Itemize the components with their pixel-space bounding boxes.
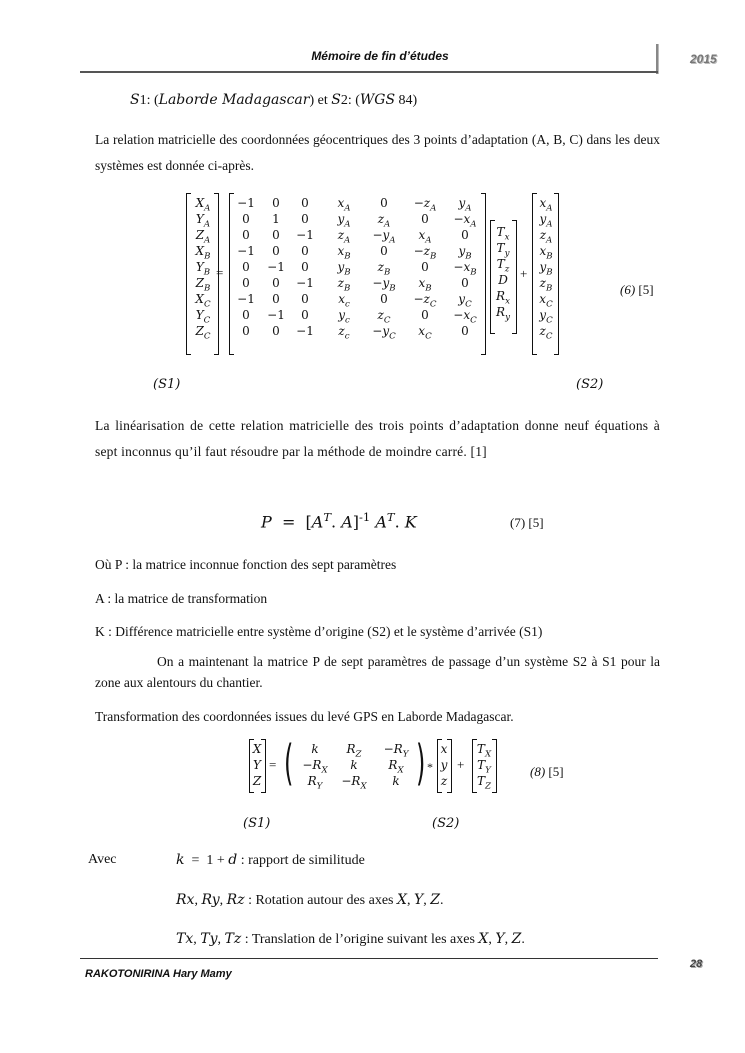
params-vector (492, 224, 514, 323)
lhs-entry-3: $X_B$ (195, 244, 211, 262)
eq8-t-right-bracket (492, 739, 497, 793)
matrix-cell-8-2: −1 (296, 324, 314, 338)
eq8-col1: k $-R_X$ $R_Y$ (302, 742, 328, 792)
matrix-column-0 (233, 195, 259, 339)
paragraph-linearisation: La linéarisation de cette relation matricielle des trois points d’adaptation donne neuf équations à sept inconnus qu’il faut résoudre par la méthode de moindre carré. [1] (95, 418, 660, 459)
matrix-cell-0-5: $-z_A$ (413, 196, 437, 214)
matrix-cell-2-2: −1 (296, 228, 314, 242)
matrix-cell-2-3: $z_A$ (337, 228, 351, 246)
matrix-cell-4-4: $z_B$ (377, 260, 391, 278)
rhs-entry-7: $y_C$ (539, 308, 553, 326)
matrix-cell-2-5: $x_A$ (418, 228, 432, 246)
matrix-cell-1-0: 0 (242, 212, 250, 226)
rhs-entry-8: $z_C$ (539, 324, 553, 342)
avec-line-translation: Tx, Ty, Tz : Translation de l’origine suivant les axes X, Y, Z. (176, 931, 525, 947)
definition-k: K : Différence matricielle entre système d’origine (S2) et le système d’arrivée (S1) (95, 624, 543, 639)
matrix-cell-2-4: $-y_A$ (372, 228, 396, 246)
matrix-cell-2-6: 0 (461, 228, 469, 242)
eq8-right-paren: ) (416, 735, 426, 791)
matrix-cell-8-4: $-y_C$ (372, 324, 396, 342)
rhs-entry-5: $z_B$ (539, 276, 553, 294)
param-entry-2: $T_z$ (496, 257, 510, 275)
matrix-cell-1-1: 1 (272, 212, 280, 226)
plus-sign: + (520, 266, 528, 281)
eq8-lhs-vector: X Y Z (252, 742, 262, 788)
matrix-cell-1-4: $z_A$ (377, 212, 391, 230)
lhs-entry-7: $Y_C$ (195, 308, 211, 326)
matrix-cell-5-6: 0 (461, 276, 469, 290)
matrix-column-6 (450, 195, 480, 339)
matrix-cell-5-5: $x_B$ (418, 276, 432, 294)
equation-7: $P = [A^T$. A]$^{-1}$ $A^T$. K (261, 510, 417, 532)
matrix-column-5 (409, 195, 441, 342)
header-year: 2015 (690, 52, 717, 66)
avec-line-k: k = 1 + d : rapport de similitude (176, 852, 365, 868)
matrix-cell-6-2: 0 (301, 292, 309, 306)
matrix-cell-1-2: 0 (301, 212, 309, 226)
matrix-cell-4-2: 0 (301, 260, 309, 274)
definition-p: Où P : la matrice inconnue fonction des sept paramètres (95, 557, 397, 572)
matrix-cell-6-4: 0 (380, 292, 388, 306)
param-entry-3: D (498, 273, 508, 287)
rhs-entry-6: $x_C$ (539, 292, 553, 310)
eq8-equals: = (269, 757, 277, 772)
matrix-cell-3-0: −1 (237, 244, 255, 258)
matrix-right-bracket (481, 193, 486, 355)
matrix-cell-5-4: $-y_B$ (372, 276, 396, 294)
matrix-cell-0-0: −1 (237, 196, 255, 210)
matrix-cell-5-2: −1 (296, 276, 314, 290)
matrix-cell-6-5: $-z_C$ (413, 292, 437, 310)
matrix-column-4 (367, 195, 401, 342)
matrix-cell-3-4: 0 (380, 244, 388, 258)
matrix-cell-0-4: 0 (380, 196, 388, 210)
matrix-cell-2-1: 0 (272, 228, 280, 242)
matrix-cell-6-0: −1 (237, 292, 255, 306)
matrix-cell-7-5: 0 (421, 308, 429, 322)
matrix-cell-1-6: $-x_A$ (453, 212, 477, 230)
matrix-cell-8-0: 0 (242, 324, 250, 338)
matrix-cell-6-6: $y_C$ (458, 292, 472, 310)
rhs-entry-1: $y_A$ (539, 212, 553, 230)
matrix-cell-7-3: $y_c$ (338, 308, 350, 326)
matrix-cell-0-3: $x_A$ (337, 196, 351, 214)
matrix-cell-0-1: 0 (272, 196, 280, 210)
matrix-cell-7-0: 0 (242, 308, 250, 322)
eq8-s1-label: (S1) (243, 816, 271, 831)
lhs-entry-0: $X_A$ (195, 196, 211, 214)
eq8-col3: $-R_Y$ $R_X$ k (383, 742, 409, 788)
system-s2-label: (S2) (576, 377, 604, 392)
matrix-cell-0-2: 0 (301, 196, 309, 210)
eq8-plus: + (457, 757, 465, 772)
eq8-multiply: * (427, 760, 433, 774)
matrix-cell-6-3: $x_c$ (338, 292, 350, 310)
matrix-cell-4-5: 0 (421, 260, 429, 274)
rhs-right-bracket (554, 193, 559, 355)
paragraph-intro: La relation matricielle des coordonnées géocentriques des 3 points d’adaptation (A, B, C) dans les deux systèmes est donnée ci-après. (95, 132, 660, 173)
header-rule (80, 71, 658, 73)
matrix-cell-8-6: 0 (461, 324, 469, 338)
lhs-entry-1: $Y_A$ (195, 212, 211, 230)
system-s1-label: (S1) (153, 377, 181, 392)
avec-line-rotation: Rx, Ry, Rz : Rotation autour des axes X, Y, Z. (176, 892, 444, 908)
matrix-cell-4-1: −1 (267, 260, 285, 274)
footer-rule (80, 958, 658, 959)
matrix-column-3 (330, 195, 358, 342)
definition-a: A : la matrice de transformation (95, 591, 268, 606)
avec-label: Avec (88, 852, 117, 867)
matrix-cell-3-2: 0 (301, 244, 309, 258)
param-entry-0: $T_x$ (496, 225, 510, 243)
rhs-entry-0: $x_A$ (539, 196, 553, 214)
matrix-cell-5-1: 0 (272, 276, 280, 290)
matrix-cell-6-1: 0 (272, 292, 280, 306)
header-title: Mémoire de fin d’études (311, 49, 449, 63)
eq8-xyz-vector: x y z (440, 742, 448, 788)
params-right-bracket (512, 220, 517, 334)
paragraph-gps: Transformation des coordonnées issues du levé GPS en Laborde Madagascar. (95, 709, 514, 724)
matrix-cell-5-0: 0 (242, 276, 250, 290)
header-divider-shadow (658, 44, 659, 74)
lhs-entry-4: $Y_B$ (195, 260, 211, 278)
lhs-entry-6: $X_C$ (195, 292, 211, 310)
equals-sign: = (216, 265, 224, 280)
matrix-cell-2-0: 0 (242, 228, 250, 242)
equation-7-label: (7) [5] (510, 515, 544, 530)
matrix-cell-4-3: $y_B$ (337, 260, 351, 278)
matrix-cell-3-1: 0 (272, 244, 280, 258)
matrix-cell-0-6: $y_A$ (458, 196, 472, 214)
systems-line: S1: (Laborde Madagascar) et S2: (WGS 84) (130, 92, 418, 108)
matrix-cell-8-5: $x_C$ (418, 324, 432, 342)
matrix-cell-4-0: 0 (242, 260, 250, 274)
eq8-col2: $R_Z$ k $-R_X$ (341, 742, 367, 792)
lhs-vector (190, 195, 216, 342)
matrix-cell-1-5: 0 (421, 212, 429, 226)
eq8-s2-label: (S2) (432, 816, 460, 831)
matrix-cell-7-1: −1 (267, 308, 285, 322)
eq8-left-paren: ( (284, 735, 294, 791)
matrix-cell-7-6: $-x_C$ (453, 308, 477, 326)
matrix-column-2 (292, 195, 318, 339)
equation-6-label: (6) [5] (620, 282, 654, 297)
equation-8-label: (8) [5] (530, 764, 564, 779)
lhs-entry-5: $Z_B$ (195, 276, 211, 294)
rhs-entry-3: $x_B$ (539, 244, 553, 262)
matrix-cell-1-3: $y_A$ (337, 212, 351, 230)
param-entry-5: $R_y$ (496, 305, 510, 323)
matrix-cell-3-3: $x_B$ (337, 244, 351, 262)
eq8-xyz-right-bracket (447, 739, 452, 793)
param-entry-4: $R_x$ (496, 289, 510, 307)
matrix-cell-3-5: $-z_B$ (413, 244, 437, 262)
matrix-cell-8-3: $z_c$ (338, 324, 350, 342)
rhs-entry-2: $z_A$ (539, 228, 553, 246)
matrix-cell-7-2: 0 (301, 308, 309, 322)
matrix-cell-5-3: $z_B$ (337, 276, 351, 294)
eq8-t-vector: $T_X$ $T_Y$ $T_Z$ (476, 742, 492, 792)
matrix-cell-4-6: $-x_B$ (453, 260, 477, 278)
matrix-cell-8-1: 0 (272, 324, 280, 338)
rhs-entry-4: $y_B$ (539, 260, 553, 278)
matrix-cell-3-6: $y_B$ (458, 244, 472, 262)
lhs-entry-8: $Z_C$ (195, 324, 211, 342)
footer-author: RAKOTONIRINA Hary Mamy (85, 968, 232, 980)
matrix-cell-7-4: $z_C$ (377, 308, 391, 326)
eq8-lhs-right-bracket (261, 739, 266, 793)
page-number: 28 (690, 958, 703, 970)
param-entry-1: $T_y$ (496, 241, 510, 259)
paragraph-parameters: On a maintenant la matrice P de sept paramètres de passage d’un système S2 à S1 pour la zone aux alentours du chantier. (95, 654, 660, 690)
lhs-entry-2: $Z_A$ (195, 228, 211, 246)
rhs-vector (536, 195, 556, 342)
matrix-column-1 (265, 195, 287, 339)
